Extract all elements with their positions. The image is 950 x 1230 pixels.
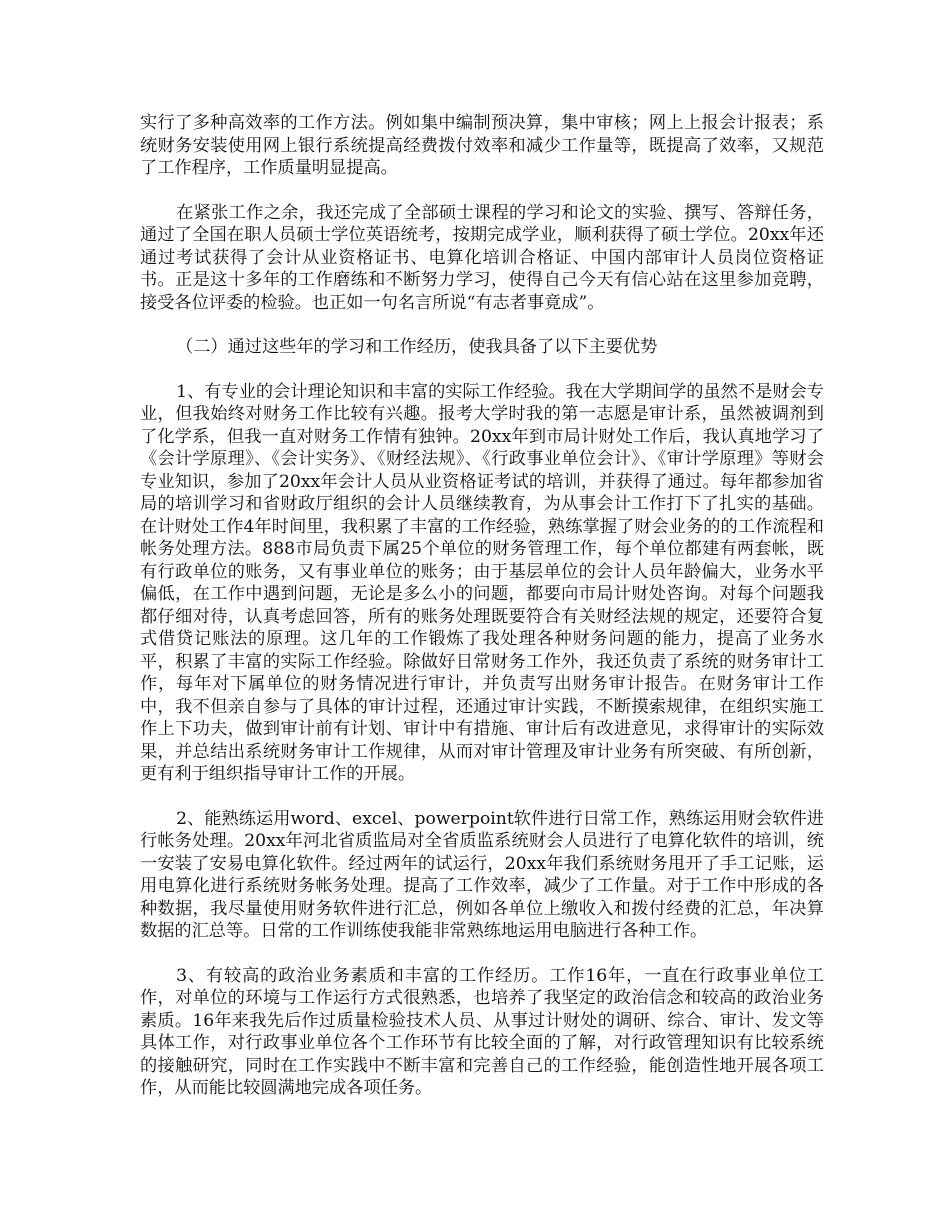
paragraph-intro-continued: 实行了多种高效率的工作方法。例如集中编制预决算，集中审核；网上上报会计报表；系统财务安装使用网上银行系统提高经费拨付效率和减少工作量等，既提高了效率，又规范了工作程序，工作质量明显提高。 (140, 113, 824, 178)
section-heading-advantages: （二）通过这些年的学习和工作经历，使我具备了以下主要优势 (176, 337, 658, 357)
paragraph-advantage-3: 3、有较高的政治业务素质和丰富的工作经历。工作16年，一直在行政事业单位工作，对单位的环境与工作运行方式很熟悉，也培养了我坚定的政治信念和较高的政治业务素质。16年来我先后作过质量检验技术人员、从事过计财处的调研、综合、审计、发文等具体工作，对行政事业单位各个工作环节有比较全面的了解，对行政管理知识有比较系统的接触研究，同时在工作实践中不断丰富和完善自己的工作经验，能创造性地开展各项工作，从而能比较圆满地完成各项任务。 (140, 965, 824, 1098)
paragraph-advantage-1: 1、有专业的会计理论知识和丰富的实际工作经验。我在大学期间学的虽然不是财会专业，但我始终对财务工作比较有兴趣。报考大学时我的第一志愿是审计系，虽然被调剂到了化学系，但我一直对财务工作情有独钟。20xx年到市局计财处工作后，我认真地学习了《会计学原理》、《会计实务》、《财经法规》、《行政事业单位会计》、《审计学原理》等财会专业知识，参加了20xx年会计人员从业资格证考试的培训，并获得了通过。每年都参加省局的培训学习和省财政厅组织的会计人员继续教育，为从事会计工作打下了扎实的基础。在计财处工作4年时间里，我积累了丰富的工作经验，熟练掌握了财会业务的的工作流程和帐务处理方法。888市局负责下属25个单位的财务管理工作，每个单位都建有两套帐，既有行政单位的账务，又有事业单位的账务；由于基层单位的会计人员年龄偏大，业务水平偏低，在工作中遇到问题，无论是多么小的问题，都要向市局计财处咨询。对每个问题我都仔细对待，认真考虑回答，所有的账务处理既要符合有关财经法规的规定，还要符合复式借贷记账法的原理。这几年的工作锻炼了我处理各种财务问题的能力，提高了业务水平，积累了丰富的实际工作经验。除做好日常财务工作外，我还负责了系统的财务审计工作，每年对下属单位的财务情况进行审计，并负责写出财务审计报告。在财务审计工作中，我不但亲自参与了具体的审计过程，还通过审计实践，不断摸索规律，在组织实施工作上下功夫，做到审计前有计划、审计中有措施、审计后有改进意见，求得审计的实际效果，并总结出系统财务审计工作规律，从而对审计管理及审计业务有所突破、有所创新，更有利于组织指导审计工作的开展。 (140, 381, 824, 784)
paragraph-study-achievements: 在紧张工作之余，我还完成了全部硕士课程的学习和论文的实验、撰写、答辩任务，通过了全国在职人员硕士学位英语统考，按期完成学业，顺利获得了硕士学位。20xx年还通过考试获得了会计从业资格证书、电算化培训合格证、中国内部审计人员岗位资格证书。正是这十多年的工作磨练和不断努力学习，使得自己今天有信心站在这里参加竞聘，接受各位评委的检验。也正如一句名言所说“有志者事竟成”。 (140, 202, 824, 313)
document-page (140, 112, 824, 1100)
paragraph-advantage-2: 2、能熟练运用word、excel、powerpoint软件进行日常工作，熟练运用财会软件进行帐务处理。20xx年河北省质监局对全省质监系统财会人员进行了电算化软件的培训，统一安装了安易电算化软件。经过两年的试运行，20xx年我们系统财务甩开了手工记账，运用电算化进行系统财务帐务处理。提高了工作效率，减少了工作量。对于工作中形成的各种数据，我尽量使用财务软件进行汇总，例如各单位上缴收入和拨付经费的汇总，年决算数据的汇总等。日常的工作训练使我能非常熟练地运用电脑进行各种工作。 (140, 808, 824, 941)
